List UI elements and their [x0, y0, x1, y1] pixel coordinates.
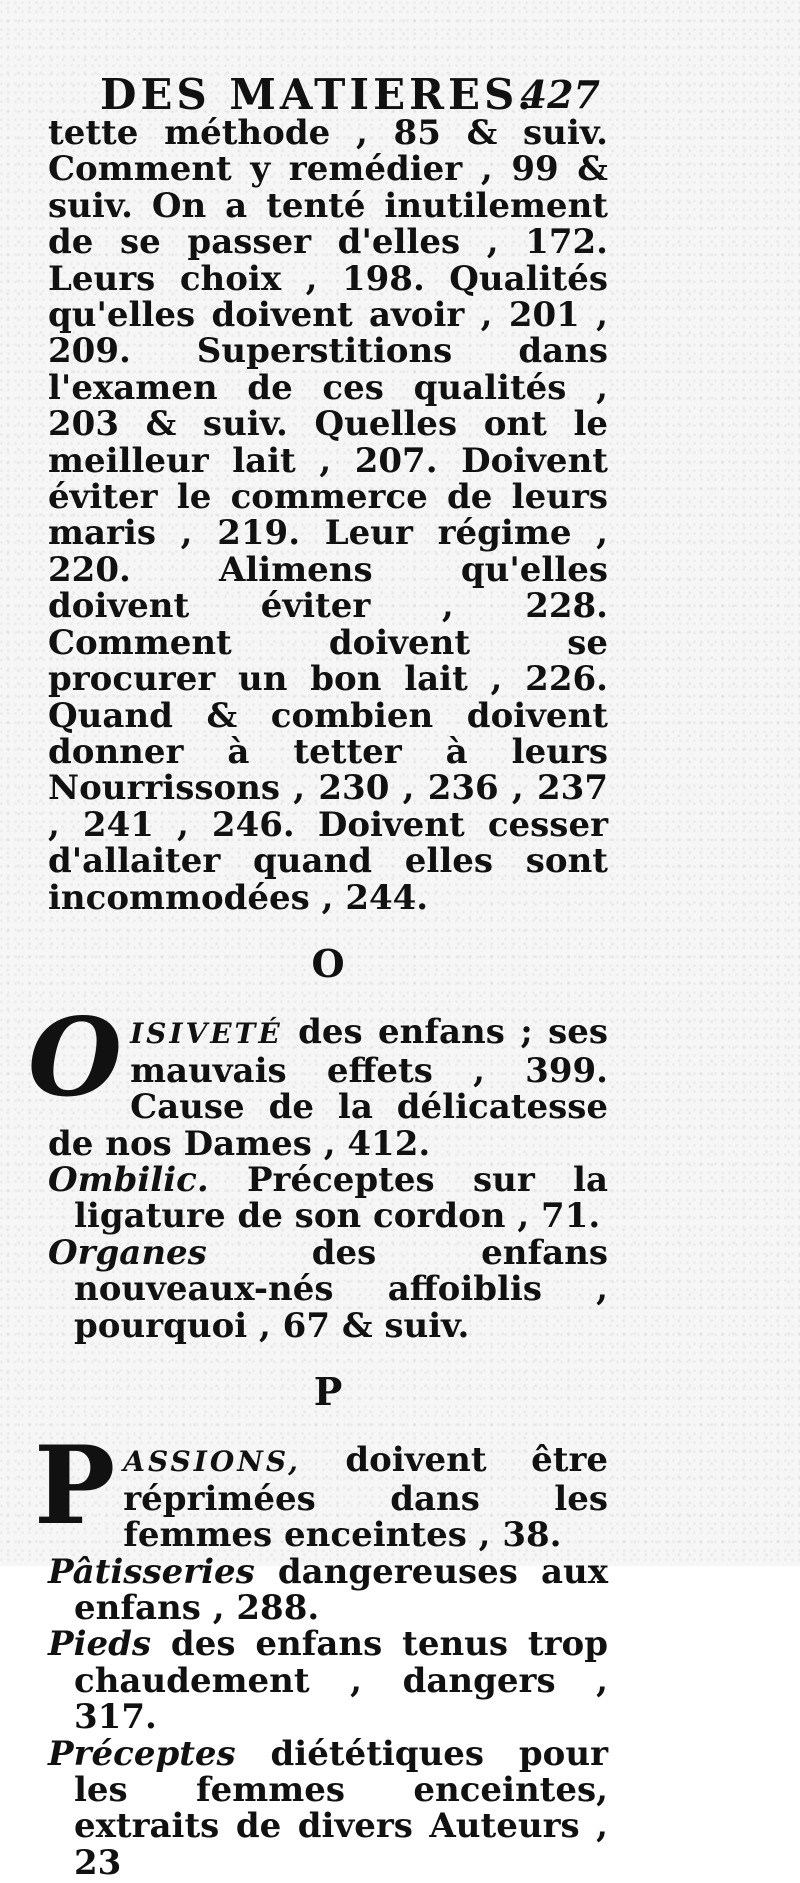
drop-cap-o: O — [28, 995, 123, 1122]
continued-entry: tette méthode , 85 & suiv. Comment y remédier , 99 & suiv. On a tenté inutilement de se passer d'elles , 172. Leurs choix , 198. Qualités qu'elles doivent avoir , 201 , 209. Superstitions dans l'examen de ces qualités , 203 & suiv. Quelles ont le meilleur lait , 207. Doivent éviter le commerce de leurs maris , 219. Leur régime , 220. Alimens qu'elles doivent éviter , 228. Comment doivent se procurer un bon lait , 226. Quand & combien doivent donner à tetter à leurs Nourrissons , 230 , 236 , 237 , 241 , 246. Doivent cesser d'allaiter quand elles sont incommodées , 244. — [48, 113, 608, 918]
entry-passions — [34, 1423, 608, 1556]
entry-oisivete — [28, 995, 608, 1164]
entry-pieds — [48, 1624, 608, 1738]
drop-cap-p: P — [34, 1423, 116, 1550]
entry-head: Préceptes — [48, 1733, 236, 1774]
entry-head: Pâtisseries — [48, 1551, 255, 1592]
entry-text: Préceptes sur la ligature de son cordon , 71. — [74, 1159, 608, 1237]
running-head: DES MATIERES. — [100, 70, 536, 119]
page-number: 427 — [520, 72, 600, 117]
entry-text: doivent être réprimées dans les femmes enceintes , 38. — [123, 1440, 608, 1556]
index-body — [28, 113, 608, 1883]
entry-patisseries — [48, 1551, 608, 1629]
entry-head: Ombilic. — [48, 1159, 209, 1200]
section-letter-p: P — [313, 1369, 343, 1414]
entry-text: des enfans tenus trop chaudement , dangers , 317. — [74, 1624, 608, 1738]
entry-preceptes — [48, 1733, 608, 1883]
entry-head: Organes — [48, 1232, 207, 1273]
entry-text: des enfans ; ses mauvais effets , 399. Cause de la délicatesse de nos Dames , 412. — [48, 1012, 608, 1164]
entry-text: des enfans nouveaux-nés affoiblis , pourquoi , 67 & suiv. — [74, 1232, 608, 1346]
entry-organes — [48, 1232, 608, 1346]
entry-ombilic — [48, 1159, 608, 1237]
entry-text: dangereuses aux enfans , 288. — [74, 1551, 608, 1629]
section-letter-o: O — [311, 940, 345, 986]
entry-head: Pieds — [48, 1624, 152, 1665]
entry-text: diététiques pour les femmes enceintes, extraits de divers Auteurs , 23 — [74, 1733, 608, 1883]
entry-head: ASSIONS, — [123, 1445, 301, 1479]
entry-head: ISIVETÉ — [130, 1017, 283, 1051]
